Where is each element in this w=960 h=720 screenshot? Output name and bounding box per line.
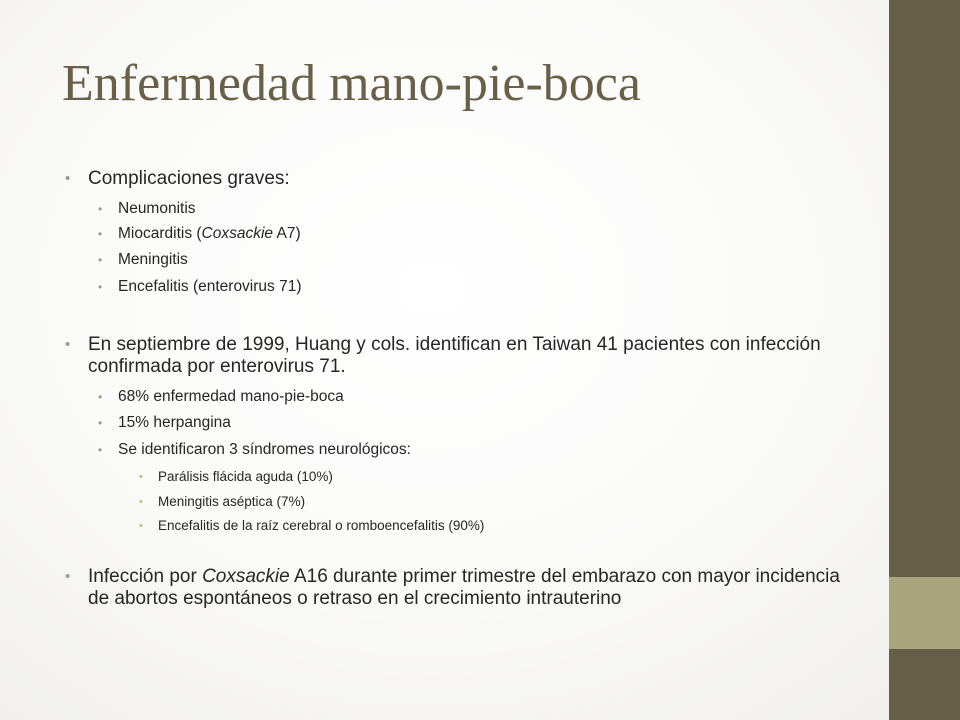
bullet-icon: •	[139, 520, 143, 532]
bullet-icon: •	[98, 280, 103, 294]
bullet-text: Meningitis aséptica (7%)	[158, 494, 306, 509]
bullet-text-before: Infección por	[88, 566, 203, 587]
bullet-icon: •	[98, 202, 103, 216]
bullet-text: Encefalitis de la raíz cerebral o romboencefalitis (90%)	[158, 518, 485, 533]
bullet-icon: •	[98, 416, 103, 430]
sub-bullet-item-encefalitis	[98, 277, 858, 297]
bullet-icon: •	[65, 170, 71, 187]
bullet-text: Encefalitis (enterovirus 71)	[118, 278, 302, 295]
bullet-text: Neumonitis	[118, 200, 196, 217]
sub-sub-bullet-item-paralisis	[139, 468, 858, 486]
bullet-icon: •	[139, 471, 143, 483]
slide-title: Enfermedad mano-pie-boca	[62, 55, 641, 112]
sub-sub-bullet-item-meningitis-aseptica	[139, 493, 858, 511]
bullet-item-coxsackie-a16	[65, 566, 848, 610]
italic-term: Coxsackie	[201, 225, 274, 242]
bullet-icon: •	[65, 336, 71, 353]
sub-bullet-item-neumonitis	[98, 199, 858, 219]
bullet-text: Complicaciones graves:	[88, 168, 290, 189]
bullet-item-complicaciones	[65, 168, 848, 190]
bullet-icon: •	[98, 227, 103, 241]
bullet-icon: •	[98, 443, 103, 457]
bullet-icon: •	[98, 390, 103, 404]
sub-bullet-item-miocarditis	[98, 224, 858, 244]
bullet-text-before: Miocarditis (	[118, 225, 202, 242]
bullet-icon: •	[65, 568, 71, 585]
bullet-text: Se identificaron 3 síndromes neurológicos:	[118, 441, 411, 458]
bullet-item-huang-study	[65, 334, 848, 378]
bullet-text: 68% enfermedad mano-pie-boca	[118, 388, 344, 405]
decorative-side-bar	[889, 0, 960, 720]
sub-bullet-item-sindromes	[98, 440, 858, 460]
bullet-icon: •	[98, 253, 103, 267]
bullet-text: En septiembre de 1999, Huang y cols. identifican en Taiwan 41 pacientes con infección confirmada por enterovirus 71.	[88, 334, 821, 377]
italic-term: Coxsackie	[202, 566, 290, 587]
sub-sub-bullet-item-romboencefalitis	[139, 517, 858, 535]
bullet-icon: •	[139, 496, 143, 508]
bullet-text-after: A7)	[273, 225, 301, 242]
sub-bullet-item-herpangina	[98, 413, 858, 433]
sub-bullet-item-meningitis	[98, 250, 858, 270]
bullet-text: Parálisis flácida aguda (10%)	[158, 469, 333, 484]
decorative-side-band	[889, 577, 960, 649]
bullet-text: 15% herpangina	[118, 414, 231, 431]
sub-bullet-item-mano-pie-boca	[98, 387, 858, 407]
bullet-text: Meningitis	[118, 251, 188, 268]
bullet-text-after: A16 durante primer trimestre del embarazo con mayor incidencia de abortos espontáneos o retraso en el crecimiento intrauterino	[88, 566, 840, 609]
